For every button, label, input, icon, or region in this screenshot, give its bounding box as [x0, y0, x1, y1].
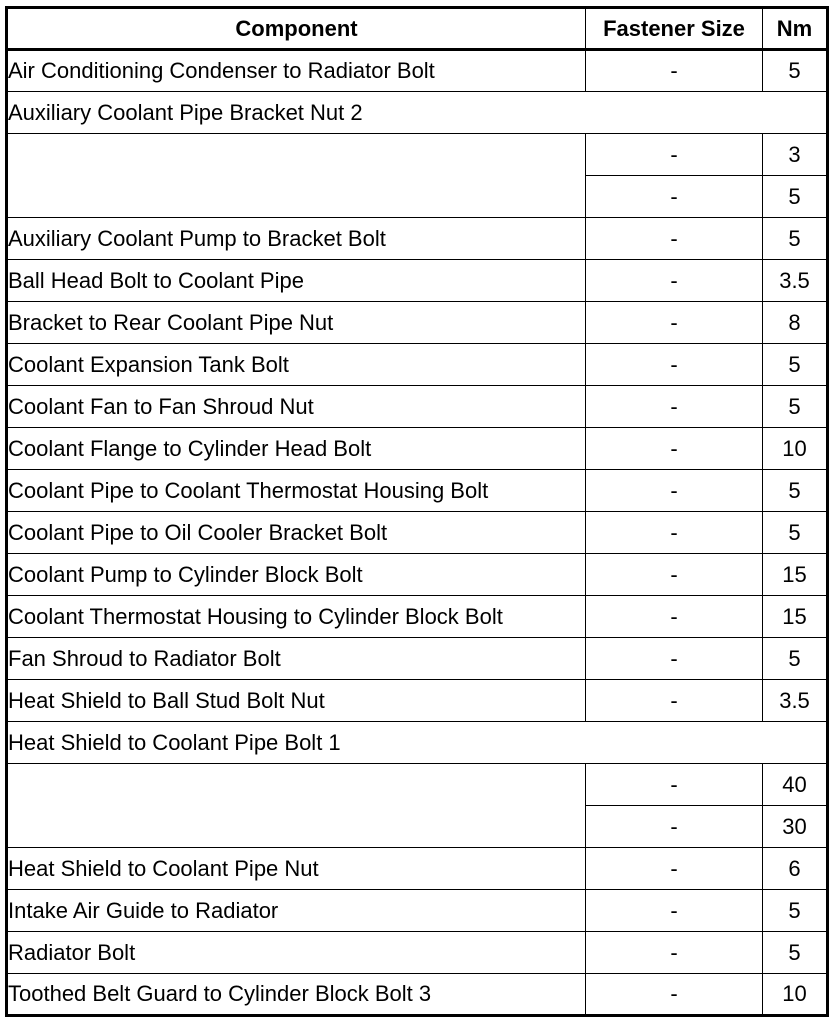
table-row [7, 848, 828, 890]
header-component: Component [7, 8, 586, 50]
table-group-row [7, 722, 828, 764]
table-row [7, 218, 828, 260]
table-sub-row [7, 764, 828, 806]
table-row [7, 344, 828, 386]
torque-nm-cell: 8 [763, 302, 828, 344]
torque-nm-cell: 5 [763, 386, 828, 428]
table-body [7, 50, 828, 1016]
torque-nm-cell: 10 [763, 974, 828, 1016]
fastener-size-cell: - [586, 260, 763, 302]
component-group-cell: Auxiliary Coolant Pipe Bracket Nut 2 [7, 92, 828, 134]
fastener-size-cell: - [586, 974, 763, 1016]
torque-spec-table [5, 6, 829, 1017]
component-cell: Coolant Pipe to Oil Cooler Bracket Bolt [7, 512, 586, 554]
table-row [7, 50, 828, 92]
fastener-size-cell: - [586, 806, 763, 848]
torque-nm-cell: 15 [763, 596, 828, 638]
header-nm: Nm [763, 8, 828, 50]
fastener-size-cell: - [586, 638, 763, 680]
component-cell: Heat Shield to Ball Stud Bolt Nut [7, 680, 586, 722]
component-cell: Coolant Flange to Cylinder Head Bolt [7, 428, 586, 470]
table-row [7, 428, 828, 470]
torque-nm-cell: 5 [763, 932, 828, 974]
component-group-cell: Heat Shield to Coolant Pipe Bolt 1 [7, 722, 828, 764]
table-row [7, 386, 828, 428]
component-cell: Bracket to Rear Coolant Pipe Nut [7, 302, 586, 344]
component-cell: Radiator Bolt [7, 932, 586, 974]
header-fastener-size: Fastener Size [586, 8, 763, 50]
fastener-size-cell: - [586, 470, 763, 512]
torque-nm-cell: 5 [763, 344, 828, 386]
fastener-size-cell: - [586, 176, 763, 218]
fastener-size-cell: - [586, 302, 763, 344]
component-cell: Ball Head Bolt to Coolant Pipe [7, 260, 586, 302]
fastener-size-cell: - [586, 386, 763, 428]
table-row [7, 596, 828, 638]
torque-nm-cell: 3.5 [763, 260, 828, 302]
blank-component-cell [7, 764, 586, 848]
fastener-size-cell: - [586, 890, 763, 932]
table-row [7, 890, 828, 932]
torque-nm-cell: 10 [763, 428, 828, 470]
torque-nm-cell: 6 [763, 848, 828, 890]
table-sub-row [7, 134, 828, 176]
fastener-size-cell: - [586, 932, 763, 974]
component-cell: Air Conditioning Condenser to Radiator Bolt [7, 50, 586, 92]
torque-nm-cell: 30 [763, 806, 828, 848]
component-cell: Auxiliary Coolant Pump to Bracket Bolt [7, 218, 586, 260]
component-cell: Coolant Pump to Cylinder Block Bolt [7, 554, 586, 596]
component-cell: Fan Shroud to Radiator Bolt [7, 638, 586, 680]
torque-nm-cell: 5 [763, 890, 828, 932]
table-row [7, 260, 828, 302]
table-row [7, 680, 828, 722]
fastener-size-cell: - [586, 680, 763, 722]
fastener-size-cell: - [586, 596, 763, 638]
table-row [7, 512, 828, 554]
component-cell: Toothed Belt Guard to Cylinder Block Bolt 3 [7, 974, 586, 1016]
fastener-size-cell: - [586, 554, 763, 596]
table-row [7, 638, 828, 680]
component-cell: Intake Air Guide to Radiator [7, 890, 586, 932]
torque-nm-cell: 40 [763, 764, 828, 806]
torque-nm-cell: 3 [763, 134, 828, 176]
torque-nm-cell: 3.5 [763, 680, 828, 722]
table-row [7, 470, 828, 512]
component-cell: Coolant Expansion Tank Bolt [7, 344, 586, 386]
table-row [7, 932, 828, 974]
component-cell: Coolant Fan to Fan Shroud Nut [7, 386, 586, 428]
torque-nm-cell: 5 [763, 470, 828, 512]
component-cell: Coolant Thermostat Housing to Cylinder Block Bolt [7, 596, 586, 638]
header-row [7, 8, 828, 50]
table-row [7, 302, 828, 344]
component-cell: Coolant Pipe to Coolant Thermostat Housing Bolt [7, 470, 586, 512]
table-row [7, 554, 828, 596]
table-group-row [7, 92, 828, 134]
torque-nm-cell: 5 [763, 218, 828, 260]
fastener-size-cell: - [586, 134, 763, 176]
table-row [7, 974, 828, 1016]
fastener-size-cell: - [586, 344, 763, 386]
fastener-size-cell: - [586, 848, 763, 890]
torque-nm-cell: 5 [763, 50, 828, 92]
fastener-size-cell: - [586, 764, 763, 806]
blank-component-cell [7, 134, 586, 218]
fastener-size-cell: - [586, 428, 763, 470]
fastener-size-cell: - [586, 50, 763, 92]
torque-nm-cell: 5 [763, 176, 828, 218]
fastener-size-cell: - [586, 512, 763, 554]
fastener-size-cell: - [586, 218, 763, 260]
torque-nm-cell: 15 [763, 554, 828, 596]
torque-nm-cell: 5 [763, 512, 828, 554]
component-cell: Heat Shield to Coolant Pipe Nut [7, 848, 586, 890]
torque-nm-cell: 5 [763, 638, 828, 680]
